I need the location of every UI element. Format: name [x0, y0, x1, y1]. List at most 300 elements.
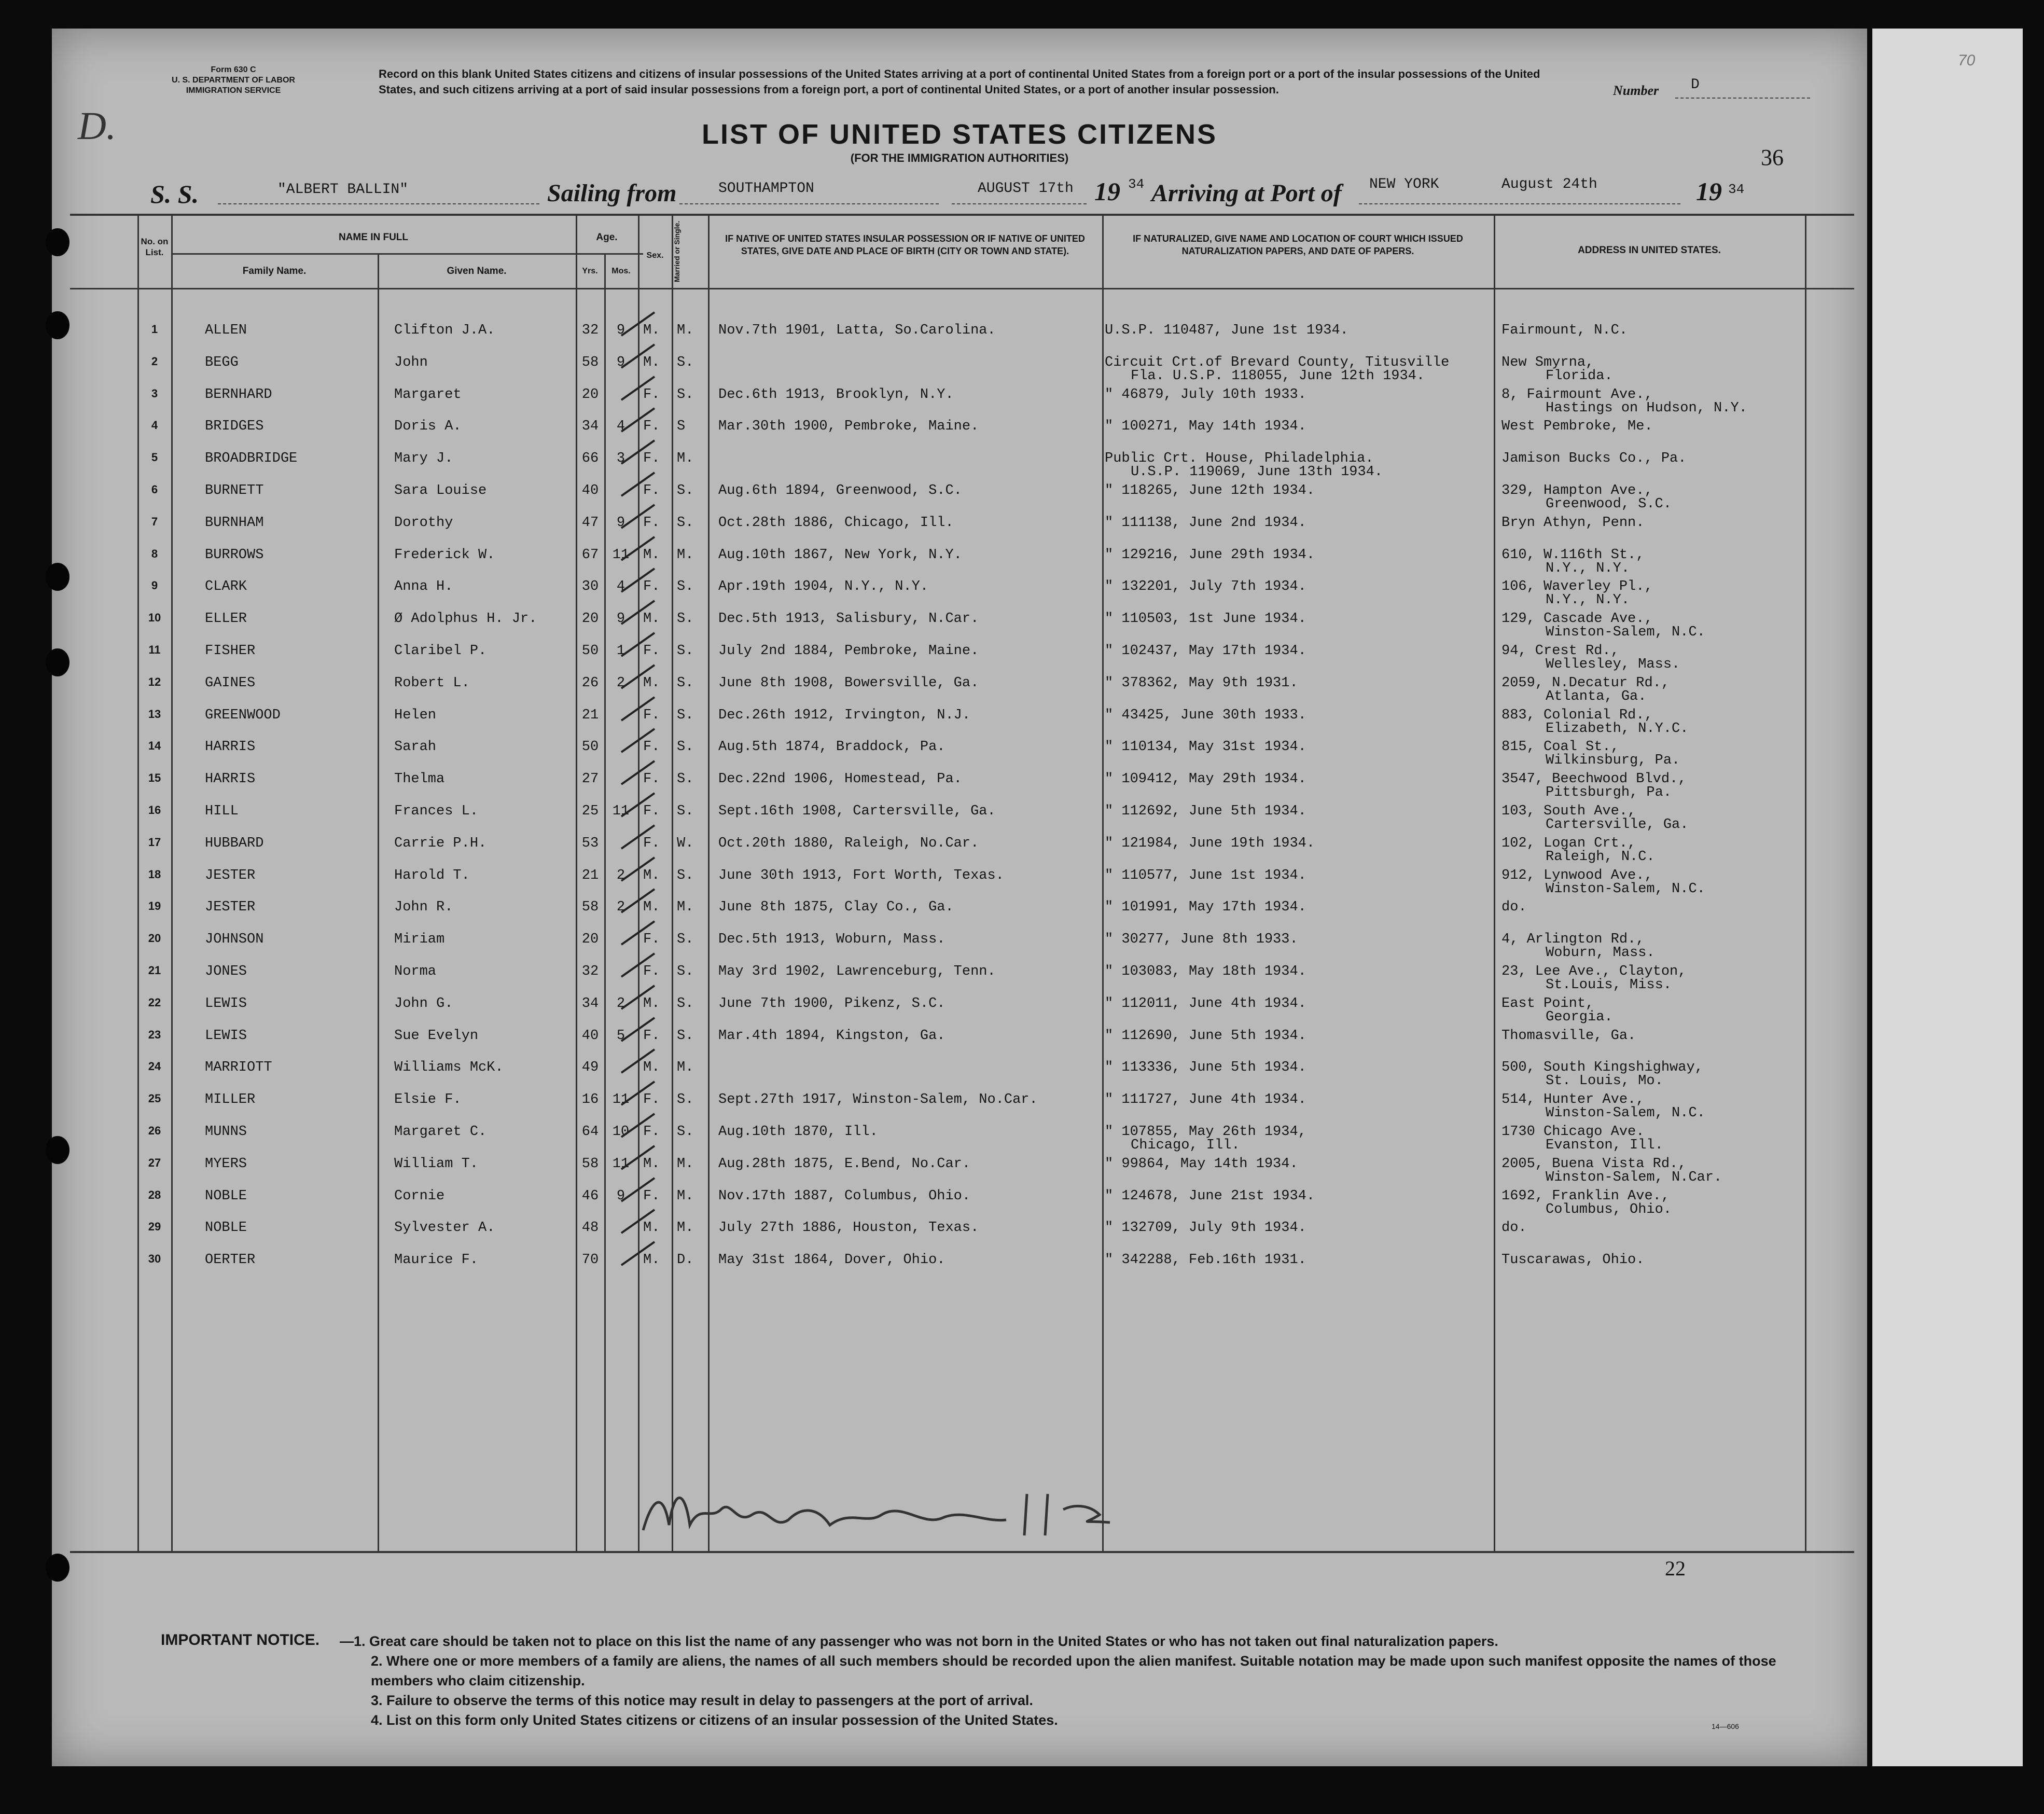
cell-ms: S. — [677, 355, 694, 370]
cell-family: ALLEN — [205, 323, 247, 338]
cell-nat: " 111727, June 4th 1934. — [1105, 1092, 1306, 1107]
cell-birth: Mar.4th 1894, Kingston, Ga. — [718, 1028, 945, 1044]
cell-given: Norma — [394, 964, 437, 979]
cell-given: John G. — [394, 996, 453, 1012]
cell-yrs: 49 — [581, 1060, 599, 1075]
tick-mark — [617, 1207, 659, 1238]
cell-ms: M. — [677, 547, 694, 563]
tick-mark — [617, 887, 659, 918]
cell-no: 25 — [148, 1092, 161, 1105]
cell-given: Margaret — [394, 387, 462, 403]
form-code: 14—606 — [1712, 1722, 1739, 1730]
cell-nat2: Chicago, Ill. — [1131, 1138, 1240, 1153]
cell-mos: 9 — [616, 515, 625, 531]
cell-yrs: 67 — [581, 547, 599, 563]
cell-family: MUNNS — [205, 1124, 247, 1140]
sailing-port: SOUTHAMPTON — [718, 181, 814, 197]
age-header-rule — [576, 253, 638, 255]
tick-mark — [617, 662, 659, 694]
cell-birth: May 31st 1864, Dover, Ohio. — [718, 1252, 945, 1268]
cell-mos: 10 — [612, 1124, 630, 1140]
cell-sex: F. — [643, 771, 660, 787]
cell-birth: Sept.16th 1908, Cartersville, Ga. — [718, 804, 996, 819]
cell-sex: M. — [643, 355, 660, 370]
tick-mark — [617, 951, 659, 982]
cell-sex: M. — [643, 1220, 660, 1236]
cell-ms: S. — [677, 771, 694, 787]
cell-addr: Fairmount, N.C. — [1501, 323, 1628, 338]
handwritten-letter: D. — [78, 104, 116, 148]
cell-no: 12 — [148, 675, 161, 688]
cell-addr2: Wilkinsburg, Pa. — [1546, 753, 1680, 768]
cell-no: 26 — [148, 1124, 161, 1137]
cell-addr: 329, Hampton Ave., — [1501, 483, 1653, 498]
cell-given: Helen — [394, 708, 437, 723]
cell-addr: 23, Lee Ave., Clayton, — [1501, 964, 1687, 979]
header-age: Age. — [596, 232, 618, 243]
cell-yrs: 70 — [581, 1252, 599, 1268]
cell-sex: M. — [643, 323, 660, 338]
cell-yrs: 58 — [581, 899, 599, 915]
cell-yrs: 58 — [581, 1156, 599, 1172]
cell-mos: 2 — [616, 868, 625, 883]
sailing-port-underline — [679, 203, 939, 204]
cell-no: 22 — [148, 996, 161, 1009]
cell-sex: F. — [643, 579, 660, 594]
cell-ms: S. — [677, 739, 694, 755]
cell-addr2: Florida. — [1546, 368, 1613, 384]
binder-hole — [46, 228, 69, 256]
tick-mark — [617, 470, 659, 501]
header-native-birthplace: IF NATIVE OF UNITED STATES INSULAR POSSESSION OR IF NATIVE OF UNITED STATES, GIVE DATE AND PLACE OF BIRTH (CITY OR TOWN AND STATE). — [725, 233, 1085, 256]
cell-nat: " 103083, May 18th 1934. — [1105, 964, 1306, 979]
cell-family: BERNHARD — [205, 387, 272, 403]
cell-addr2: Winston-Salem, N.C. — [1546, 881, 1705, 897]
cell-nat: " 121984, June 19th 1934. — [1105, 836, 1315, 851]
cell-family: GAINES — [205, 675, 256, 691]
cell-nat: " 107855, May 26th 1934, — [1105, 1124, 1306, 1140]
notice-item-1: —1. Great care should be taken not to place on this list the name of any passenger who was not born in the United States or who has not taken out final naturalization papers. — [340, 1633, 1498, 1649]
ship-underline — [218, 203, 539, 204]
cell-given: Carrie P.H. — [394, 836, 487, 851]
cell-sex: M. — [643, 1156, 660, 1172]
cell-given: Frances L. — [394, 804, 479, 819]
cell-given: Mary J. — [394, 451, 453, 466]
notice-item-2: 2. Where one or more members of a family are aliens, the names of all such members should be recorded upon the alien manifest. Suitable notation may be made upon such manifest opposite the names of those members who claim citizenship. — [371, 1653, 1776, 1688]
cell-family: JOHNSON — [205, 932, 264, 947]
cell-mos: 2 — [616, 996, 625, 1012]
ship-name: "ALBERT BALLIN" — [277, 182, 409, 198]
cell-yrs: 20 — [581, 932, 599, 947]
cell-ms: S. — [677, 483, 694, 498]
header-bottom-rule — [70, 288, 1854, 289]
cell-yrs: 32 — [581, 323, 599, 338]
cell-ms: S — [677, 419, 686, 434]
cell-yrs: 34 — [581, 996, 599, 1012]
cell-family: NOBLE — [205, 1188, 247, 1204]
service-name: IMMIGRATION SERVICE — [186, 86, 281, 95]
cell-yrs: 26 — [581, 675, 599, 691]
cell-sex: M. — [643, 611, 660, 627]
cell-mos: 1 — [616, 643, 625, 659]
cell-ms: S. — [677, 387, 694, 403]
cell-mos: 2 — [616, 899, 625, 915]
preamble-text: Record on this blank United States citizens and citizens of insular possessions of the United States arriving at a port of continental United States from a foreign port or a port of the insular possessions of the United States, and such citizens arriving at a port of said insular possessions from a foreign port, a port of continental United States, or a port of another insular possession. — [379, 67, 1540, 96]
cell-ms: S. — [677, 804, 694, 819]
cell-no: 23 — [148, 1028, 161, 1041]
cell-addr: 2005, Buena Vista Rd., — [1501, 1156, 1687, 1172]
cell-addr: Thomasville, Ga. — [1501, 1028, 1636, 1044]
cell-sex: F. — [643, 804, 660, 819]
tick-mark — [617, 598, 659, 629]
sailing-date: AUGUST 17th — [978, 181, 1074, 197]
cell-ms: S. — [677, 932, 694, 947]
cell-given: Harold T. — [394, 868, 470, 883]
cell-given: Doris A. — [394, 419, 462, 434]
cell-ms: M. — [677, 323, 694, 338]
header-yrs: Yrs. — [582, 267, 598, 275]
col-rule — [378, 253, 379, 1551]
cell-mos: 9 — [616, 355, 625, 370]
cell-no: 17 — [148, 836, 161, 849]
cell-given: Frederick W. — [394, 547, 495, 563]
header-family-name: Family Name. — [242, 266, 307, 276]
tick-mark — [617, 855, 659, 886]
cell-family: MILLER — [205, 1092, 256, 1107]
cell-no: 21 — [148, 964, 161, 977]
cell-nat: " 99864, May 14th 1934. — [1105, 1156, 1298, 1172]
cell-sex: F. — [643, 836, 660, 851]
cell-nat: " 112692, June 5th 1934. — [1105, 804, 1306, 819]
cell-given: Miriam — [394, 932, 445, 947]
cell-given: Clifton J.A. — [394, 323, 495, 338]
cell-ms: S. — [677, 1092, 694, 1107]
tick-mark — [617, 406, 659, 437]
cell-no: 28 — [148, 1188, 161, 1201]
binder-hole — [46, 311, 69, 339]
cell-no: 14 — [148, 739, 161, 752]
cell-given: Ø Adolphus H. Jr. — [394, 611, 537, 627]
cell-no: 7 — [151, 515, 158, 528]
cell-ms: S. — [677, 579, 694, 594]
binder-hole — [46, 1554, 69, 1582]
cell-given: William T. — [394, 1156, 479, 1172]
cell-addr: 94, Crest Rd., — [1501, 643, 1619, 659]
tick-mark — [617, 502, 659, 533]
cell-family: BROADBRIDGE — [205, 451, 298, 466]
cell-addr: do. — [1501, 1220, 1527, 1236]
tick-mark — [617, 823, 659, 854]
cell-addr2: N.Y., N.Y. — [1546, 561, 1630, 576]
name-header-rule — [171, 253, 643, 255]
cell-addr2: Hastings on Hudson, N.Y. — [1546, 400, 1747, 416]
cell-yrs: 58 — [581, 355, 599, 370]
cell-no: 29 — [148, 1220, 161, 1233]
cell-sex: M. — [643, 1060, 660, 1075]
cell-nat: " 124678, June 21st 1934. — [1105, 1188, 1315, 1204]
cell-yrs: 40 — [581, 1028, 599, 1044]
cell-nat: " 46879, July 10th 1933. — [1105, 387, 1306, 403]
cell-addr: 500, South Kingshighway, — [1501, 1060, 1703, 1075]
cell-birth: Aug.5th 1874, Braddock, Pa. — [718, 739, 945, 755]
cell-yrs: 53 — [581, 836, 599, 851]
cell-addr2: Columbus, Ohio. — [1546, 1202, 1672, 1217]
cell-yrs: 25 — [581, 804, 599, 819]
cell-addr2: Evanston, Ill. — [1546, 1138, 1663, 1153]
cell-given: Thelma — [394, 771, 445, 787]
cell-nat: " 112690, June 5th 1934. — [1105, 1028, 1306, 1044]
cell-yrs: 48 — [581, 1220, 599, 1236]
cell-nat: " 109412, May 29th 1934. — [1105, 771, 1306, 787]
cell-nat: Public Crt. House, Philadelphia. — [1105, 451, 1374, 466]
cell-addr2: Woburn, Mass. — [1546, 945, 1655, 961]
cell-addr: 1730 Chicago Ave. — [1501, 1124, 1645, 1140]
tick-mark — [617, 1239, 659, 1270]
cell-family: BURROWS — [205, 547, 264, 563]
cell-addr: West Pembroke, Me. — [1501, 419, 1653, 434]
cell-sex: F. — [643, 643, 660, 659]
cell-no: 27 — [148, 1156, 161, 1169]
tick-mark — [617, 1047, 659, 1078]
cell-family: JESTER — [205, 899, 256, 915]
cell-no: 20 — [148, 932, 161, 945]
cell-family: GREENWOOD — [205, 708, 281, 723]
arrival-date: August 24th — [1501, 176, 1597, 192]
cell-birth: Aug.10th 1867, New York, N.Y. — [718, 547, 962, 563]
tick-mark — [617, 1175, 659, 1207]
header-married-or-single: Married or Single. — [673, 220, 681, 283]
cell-addr2: St. Louis, Mo. — [1546, 1073, 1663, 1089]
cell-no: 10 — [148, 611, 161, 624]
cell-no: 30 — [148, 1252, 161, 1265]
cell-mos: 11 — [612, 1092, 630, 1107]
header-sex: Sex. — [646, 251, 664, 260]
col-rule — [171, 214, 173, 1551]
cell-birth: Dec.26th 1912, Irvington, N.J. — [718, 708, 971, 723]
cell-family: FISHER — [205, 643, 256, 659]
cell-nat: " 378362, May 9th 1931. — [1105, 675, 1298, 691]
cell-yrs: 46 — [581, 1188, 599, 1204]
cell-yrs: 21 — [581, 708, 599, 723]
cell-addr2: Pittsburgh, Pa. — [1546, 785, 1672, 800]
cell-ms: S. — [677, 996, 694, 1012]
cell-yrs: 34 — [581, 419, 599, 434]
cell-yrs: 32 — [581, 964, 599, 979]
cell-addr2: N.Y., N.Y. — [1546, 592, 1630, 608]
cell-mos: 11 — [612, 804, 630, 819]
tick-mark — [617, 1015, 659, 1046]
sailing-year-prefix: 19 — [1094, 177, 1120, 206]
cell-ms: S. — [677, 708, 694, 723]
cell-ms: S. — [677, 868, 694, 883]
cell-mos: 2 — [616, 675, 625, 691]
cell-birth: Dec.6th 1913, Brooklyn, N.Y. — [718, 387, 954, 403]
cell-addr: 2059, N.Decatur Rd., — [1501, 675, 1670, 691]
binder-hole — [46, 1136, 69, 1164]
cell-addr: 1692, Franklin Ave., — [1501, 1188, 1670, 1204]
cell-birth: Aug.10th 1870, Ill. — [718, 1124, 878, 1140]
cell-yrs: 50 — [581, 739, 599, 755]
cell-yrs: 20 — [581, 611, 599, 627]
sailing-label: Sailing from — [547, 179, 677, 207]
cell-yrs: 66 — [581, 451, 599, 466]
cell-sex: F. — [643, 515, 660, 531]
department-name: U. S. DEPARTMENT OF LABOR — [172, 76, 295, 85]
notice-item-3: 3. Failure to observe the terms of this notice may result in delay to passengers at the port of arrival. — [371, 1693, 1033, 1708]
cell-mos: 3 — [616, 451, 625, 466]
notice-item-4: 4. List on this form only United States citizens or citizens of an insular possession of the United States. — [371, 1712, 1058, 1728]
cell-nat: U.S.P. 110487, June 1st 1934. — [1105, 323, 1348, 338]
cell-mos: 11 — [612, 1156, 630, 1172]
cell-yrs: 64 — [581, 1124, 599, 1140]
cell-sex: M. — [643, 1252, 660, 1268]
cell-no: 1 — [151, 323, 158, 336]
tick-mark — [617, 1111, 659, 1142]
cell-sex: F. — [643, 1028, 660, 1044]
cell-no: 11 — [148, 643, 161, 656]
cell-birth: Oct.20th 1880, Raleigh, No.Car. — [718, 836, 979, 851]
cell-sex: M. — [643, 899, 660, 915]
notice-items — [340, 1631, 1818, 1730]
cell-nat: " 110503, 1st June 1934. — [1105, 611, 1306, 627]
cell-family: HUBBARD — [205, 836, 264, 851]
cell-ms: S. — [677, 515, 694, 531]
cell-addr2: Winston-Salem, N.Car. — [1546, 1170, 1722, 1185]
cell-no: 2 — [151, 355, 158, 368]
cell-birth: Nov.7th 1901, Latta, So.Carolina. — [718, 323, 996, 338]
tick-mark — [617, 695, 659, 726]
cell-nat: " 113336, June 5th 1934. — [1105, 1060, 1306, 1075]
cell-no: 19 — [148, 899, 161, 912]
form-identifier — [148, 65, 319, 96]
cell-nat: Circuit Crt.of Brevard County, Titusville — [1105, 355, 1450, 370]
notice-heading: IMPORTANT NOTICE. — [161, 1631, 320, 1649]
cell-yrs: 30 — [581, 579, 599, 594]
cell-no: 15 — [148, 771, 161, 784]
cell-yrs: 50 — [581, 643, 599, 659]
cell-ms: M. — [677, 451, 694, 466]
cell-family: BRIDGES — [205, 419, 264, 434]
cell-birth: Dec.5th 1913, Woburn, Mass. — [718, 932, 945, 947]
cell-birth: Aug.28th 1875, E.Bend, No.Car. — [718, 1156, 971, 1172]
cell-given: Robert L. — [394, 675, 470, 691]
tick-mark — [617, 310, 659, 341]
arrival-port-underline — [1359, 203, 1680, 204]
cell-birth: Nov.17th 1887, Columbus, Ohio. — [718, 1188, 971, 1204]
cell-sex: M. — [643, 868, 660, 883]
page-subtitle: (FOR THE IMMIGRATION AUTHORITIES) — [850, 151, 1069, 164]
cell-given: John R. — [394, 899, 453, 915]
cell-sex: M. — [643, 547, 660, 563]
cell-addr: 514, Hunter Ave., — [1501, 1092, 1645, 1107]
cell-yrs: 21 — [581, 868, 599, 883]
cell-ms: S. — [677, 611, 694, 627]
cell-given: Cornie — [394, 1188, 445, 1204]
page-title: LIST OF UNITED STATES CITIZENS — [702, 119, 1217, 150]
cell-yrs: 47 — [581, 515, 599, 531]
cell-sex: F. — [643, 964, 660, 979]
cell-family: HILL — [205, 804, 239, 819]
cell-addr2: St.Louis, Miss. — [1546, 977, 1672, 993]
tick-mark — [617, 983, 659, 1014]
cell-no: 4 — [151, 419, 158, 432]
page-number: 36 — [1761, 145, 1784, 170]
cell-no: 3 — [151, 387, 158, 400]
cell-birth: Oct.28th 1886, Chicago, Ill. — [718, 515, 954, 531]
cell-yrs: 40 — [581, 483, 599, 498]
cell-birth: June 7th 1900, Pikenz, S.C. — [718, 996, 945, 1012]
cell-ms: D. — [677, 1252, 694, 1268]
cell-given: Sylvester A. — [394, 1220, 495, 1236]
cell-nat: " 100271, May 14th 1934. — [1105, 419, 1306, 434]
number-underline — [1675, 98, 1810, 99]
cell-addr: 610, W.116th St., — [1501, 547, 1645, 563]
cell-nat: " 110577, June 1st 1934. — [1105, 868, 1306, 883]
cell-ms: M. — [677, 1220, 694, 1236]
tick-mark — [617, 630, 659, 661]
adjacent-page-edge — [1872, 29, 2023, 1766]
cell-family: MARRIOTT — [205, 1060, 272, 1075]
cell-sex: M. — [643, 996, 660, 1012]
ss-label: S. S. — [150, 179, 199, 209]
cell-addr2: Winston-Salem, N.C. — [1546, 1105, 1705, 1121]
tick-mark — [617, 374, 659, 405]
tick-mark — [617, 919, 659, 950]
cell-mos: 11 — [612, 547, 630, 563]
arriving-label: Arriving at Port of — [1151, 179, 1342, 207]
cell-family: BURNETT — [205, 483, 264, 498]
cell-no: 13 — [148, 708, 161, 721]
tick-mark — [617, 1143, 659, 1174]
col-rule — [1102, 214, 1104, 1551]
cell-given: Sarah — [394, 739, 437, 755]
cell-nat: " 342288, Feb.16th 1931. — [1105, 1252, 1306, 1268]
cell-addr2: Raleigh, N.C. — [1546, 849, 1655, 865]
cell-family: CLARK — [205, 579, 247, 594]
arrival-year-prefix: 19 — [1696, 177, 1722, 206]
cell-mos: 9 — [616, 323, 625, 338]
sailing-year: 34 — [1128, 176, 1145, 192]
cell-birth: Sept.27th 1917, Winston-Salem, No.Car. — [718, 1092, 1038, 1107]
table-bottom-rule — [70, 1551, 1854, 1553]
tick-mark — [617, 342, 659, 373]
cell-nat2: U.S.P. 119069, June 13th 1934. — [1131, 464, 1383, 480]
cell-addr: Bryn Athyn, Penn. — [1501, 515, 1645, 531]
cell-addr: 4, Arlington Rd., — [1501, 932, 1645, 947]
cell-birth: May 3rd 1902, Lawrenceburg, Tenn. — [718, 964, 996, 979]
cell-mos: 4 — [616, 579, 625, 594]
cell-ms: S. — [677, 964, 694, 979]
cell-family: JESTER — [205, 868, 256, 883]
number-label: Number — [1613, 83, 1659, 98]
header-name-in-full: NAME IN FULL — [338, 232, 409, 243]
cell-nat: " 129216, June 29th 1934. — [1105, 547, 1315, 563]
tick-mark — [617, 438, 659, 469]
sailing-date-underline — [952, 203, 1087, 204]
cell-given: Dorothy — [394, 515, 453, 531]
cell-family: HARRIS — [205, 771, 256, 787]
cell-birth: June 30th 1913, Fort Worth, Texas. — [718, 868, 1004, 883]
cell-addr2: Greenwood, S.C. — [1546, 496, 1672, 512]
cell-ms: S. — [677, 1124, 694, 1140]
cell-ms: S. — [677, 1028, 694, 1044]
cell-no: 8 — [151, 547, 158, 560]
cell-sex: F. — [643, 483, 660, 498]
cell-ms: S. — [677, 675, 694, 691]
header-no: No. on List. — [141, 237, 169, 257]
cell-given: Margaret C. — [394, 1124, 487, 1140]
binder-hole — [46, 648, 69, 676]
